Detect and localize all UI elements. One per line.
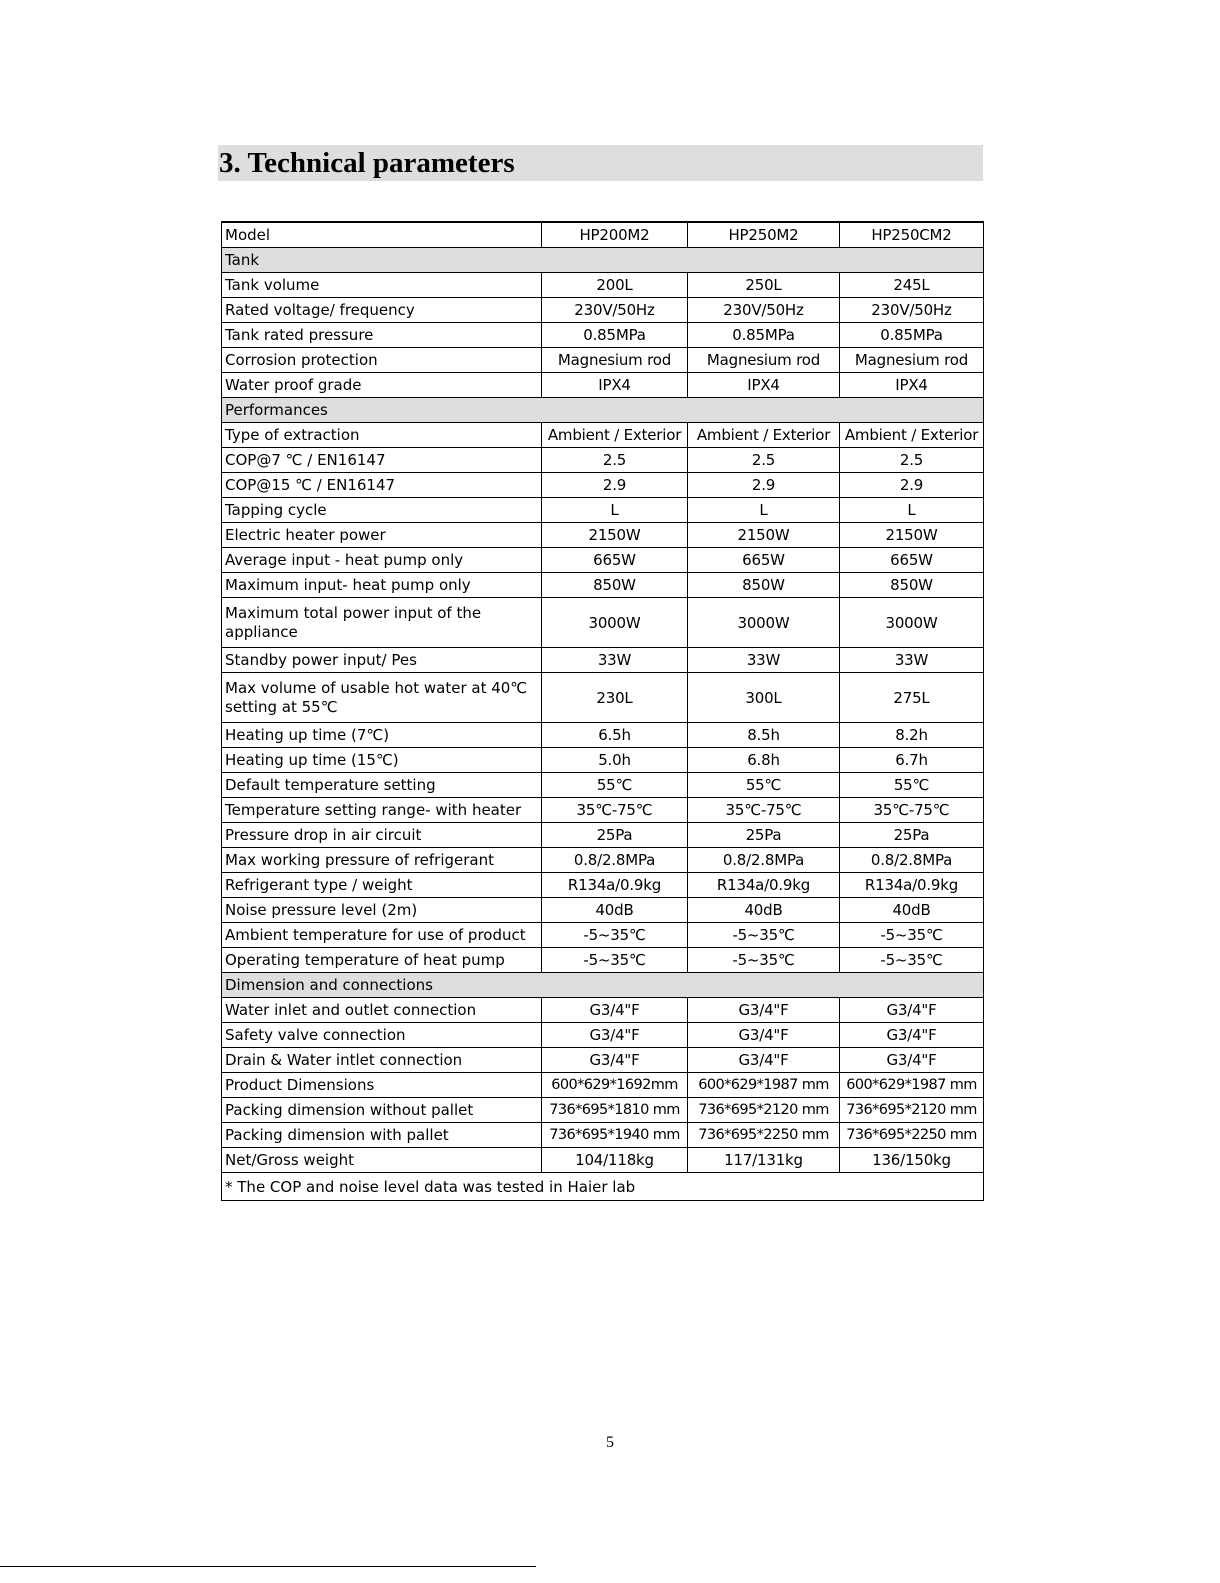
parameter-value: 40dB [840,898,984,923]
parameter-value: 8.5h [688,723,840,748]
table-row [222,348,984,373]
parameter-value: 2150W [840,523,984,548]
parameter-value: 33W [840,648,984,673]
table-row [222,1048,984,1073]
parameter-value: -5~35℃ [542,948,688,973]
table-row [222,798,984,823]
parameter-label: Heating up time (7℃) [222,723,542,748]
parameter-value: G3/4"F [688,1023,840,1048]
table-row [222,473,984,498]
table-row [222,773,984,798]
parameter-label: Packing dimension without pallet [222,1098,542,1123]
parameter-value: 25Pa [542,823,688,848]
parameter-value: 2.9 [840,473,984,498]
parameter-value: 600*629*1987 mm [840,1073,984,1098]
parameter-label: Max working pressure of refrigerant [222,848,542,873]
table-row [222,648,984,673]
parameter-value: 3000W [840,598,984,648]
table-row [222,848,984,873]
parameter-value: 0.8/2.8MPa [542,848,688,873]
parameter-value: 33W [688,648,840,673]
parameter-value: -5~35℃ [840,948,984,973]
parameter-value: 25Pa [688,823,840,848]
table-row [222,823,984,848]
parameter-label: Rated voltage/ frequency [222,298,542,323]
parameter-value: 600*629*1692mm [542,1073,688,1098]
header-cell-hp250m2: HP250M2 [688,222,840,248]
parameter-value: IPX4 [688,373,840,398]
footnote: * The COP and noise level data was tested in Haier lab [222,1173,984,1201]
parameter-value: 0.85MPa [688,323,840,348]
parameter-value: 250L [688,273,840,298]
parameter-value: 33W [542,648,688,673]
parameter-value: 3000W [542,598,688,648]
parameter-value: 2.5 [840,448,984,473]
table-row [222,573,984,598]
section-label: Tank [222,248,984,273]
parameter-value: L [542,498,688,523]
parameter-label: Net/Gross weight [222,1148,542,1173]
parameter-value: 230L [542,673,688,723]
parameter-label: Standby power input/ Pes [222,648,542,673]
parameter-value: Magnesium rod [542,348,688,373]
parameter-label: Water proof grade [222,373,542,398]
parameter-value: 736*695*2120 mm [688,1098,840,1123]
parameter-label: Temperature setting range- with heater [222,798,542,823]
parameter-label: Type of extraction [222,423,542,448]
parameter-label: Pressure drop in air circuit [222,823,542,848]
parameter-value: 2150W [688,523,840,548]
table-row [222,498,984,523]
parameter-value: 55℃ [688,773,840,798]
parameter-value: 35℃-75℃ [840,798,984,823]
parameter-value: 200L [542,273,688,298]
parameter-value: -5~35℃ [688,923,840,948]
parameter-label: Drain & Water intlet connection [222,1048,542,1073]
parameter-value: 600*629*1987 mm [688,1073,840,1098]
parameter-value: L [840,498,984,523]
parameter-label: Heating up time (15℃) [222,748,542,773]
section-label: Dimension and connections [222,973,984,998]
parameter-value: 850W [542,573,688,598]
section-row [222,398,984,423]
header-cell-hp250cm2: HP250CM2 [840,222,984,248]
parameter-label: Electric heater power [222,523,542,548]
parameter-value: G3/4"F [688,1048,840,1073]
parameter-value: 6.8h [688,748,840,773]
parameter-value: Ambient / Exterior [542,423,688,448]
table-row [222,373,984,398]
section-label: Performances [222,398,984,423]
parameter-value: 55℃ [840,773,984,798]
table-row [222,923,984,948]
parameter-label: Water inlet and outlet connection [222,998,542,1023]
table-row [222,948,984,973]
parameter-value: 300L [688,673,840,723]
technical-parameters-table [221,221,984,1201]
parameter-value: R134a/0.9kg [688,873,840,898]
table-row [222,448,984,473]
parameter-value: Magnesium rod [688,348,840,373]
parameter-value: 665W [840,548,984,573]
parameter-value: 40dB [688,898,840,923]
parameter-label: Operating temperature of heat pump [222,948,542,973]
parameter-value: IPX4 [542,373,688,398]
table-row [222,1098,984,1123]
parameter-value: 736*695*1940 mm [542,1123,688,1148]
table-row [222,1023,984,1048]
parameter-label: Noise pressure level (2m) [222,898,542,923]
table-row [222,523,984,548]
parameter-value: 2.9 [688,473,840,498]
parameter-value: -5~35℃ [542,923,688,948]
parameter-value: 736*695*2120 mm [840,1098,984,1123]
parameter-value: Magnesium rod [840,348,984,373]
table-row [222,273,984,298]
table-row [222,1148,984,1173]
parameter-label: COP@7 ℃ / EN16147 [222,448,542,473]
parameter-value: 736*695*2250 mm [688,1123,840,1148]
parameter-value: -5~35℃ [840,923,984,948]
parameter-value: IPX4 [840,373,984,398]
table-row [222,1123,984,1148]
parameter-value: G3/4"F [542,1023,688,1048]
parameter-value: 230V/50Hz [688,298,840,323]
parameter-value: 2.9 [542,473,688,498]
parameter-label: Default temperature setting [222,773,542,798]
parameter-label: Safety valve connection [222,1023,542,1048]
parameter-value: R134a/0.9kg [542,873,688,898]
table-row [222,548,984,573]
section-row [222,973,984,998]
parameter-label: Tapping cycle [222,498,542,523]
parameter-label: COP@15 ℃ / EN16147 [222,473,542,498]
parameter-value: 230V/50Hz [840,298,984,323]
parameter-label: Product Dimensions [222,1073,542,1098]
page-number: 5 [606,1434,614,1451]
section-row [222,248,984,273]
parameter-value: 850W [840,573,984,598]
parameter-value: 665W [688,548,840,573]
parameter-value: 40dB [542,898,688,923]
parameter-value: 0.8/2.8MPa [840,848,984,873]
parameter-label: Packing dimension with pallet [222,1123,542,1148]
parameter-value: 35℃-75℃ [542,798,688,823]
parameter-value: 3000W [688,598,840,648]
table-row [222,423,984,448]
parameter-value: 0.8/2.8MPa [688,848,840,873]
table-row [222,323,984,348]
parameter-value: 665W [542,548,688,573]
page-edge-line [0,1566,536,1567]
parameter-label: Refrigerant type / weight [222,873,542,898]
parameter-value: Ambient / Exterior [840,423,984,448]
section-title: 3. Technical parameters [219,147,515,179]
parameter-label: Tank volume [222,273,542,298]
table-row [222,998,984,1023]
header-cell-hp200m2: HP200M2 [542,222,688,248]
parameter-value: 245L [840,273,984,298]
parameter-value: L [688,498,840,523]
parameter-value: 55℃ [542,773,688,798]
parameter-value: 117/131kg [688,1148,840,1173]
parameter-value: G3/4"F [840,1048,984,1073]
parameter-value: 230V/50Hz [542,298,688,323]
parameter-value: 6.5h [542,723,688,748]
parameter-label: Tank rated pressure [222,323,542,348]
parameter-value: 736*695*2250 mm [840,1123,984,1148]
parameter-value: 0.85MPa [542,323,688,348]
parameter-value: 136/150kg [840,1148,984,1173]
table-row [222,598,984,648]
parameter-label: Average input - heat pump only [222,548,542,573]
table-row [222,673,984,723]
parameter-value: G3/4"F [542,998,688,1023]
parameter-value: 35℃-75℃ [688,798,840,823]
parameter-label: Corrosion protection [222,348,542,373]
table-row [222,298,984,323]
table-row [222,723,984,748]
parameter-value: G3/4"F [840,1023,984,1048]
parameter-value: 25Pa [840,823,984,848]
table-body [222,222,984,1201]
table-row [222,898,984,923]
parameter-value: R134a/0.9kg [840,873,984,898]
footnote-row [222,1173,984,1201]
parameter-value: G3/4"F [840,998,984,1023]
table-row [222,1073,984,1098]
parameter-value: 5.0h [542,748,688,773]
parameter-value: 736*695*1810 mm [542,1098,688,1123]
table-header-row [222,222,984,248]
parameter-value: G3/4"F [542,1048,688,1073]
parameter-value: G3/4"F [688,998,840,1023]
parameter-value: 2150W [542,523,688,548]
parameter-value: -5~35℃ [688,948,840,973]
parameter-value: 850W [688,573,840,598]
parameter-value: 6.7h [840,748,984,773]
header-cell-model: Model [222,222,542,248]
parameter-value: 8.2h [840,723,984,748]
table-row [222,873,984,898]
parameter-label: Maximum input- heat pump only [222,573,542,598]
section-heading [218,145,983,181]
parameter-value: 104/118kg [542,1148,688,1173]
parameter-value: 2.5 [542,448,688,473]
parameter-label: Max volume of usable hot water at 40℃ setting at 55℃ [222,673,542,723]
table-row [222,748,984,773]
parameter-label: Maximum total power input of the appliance [222,598,542,648]
parameter-value: Ambient / Exterior [688,423,840,448]
parameter-value: 275L [840,673,984,723]
parameter-value: 2.5 [688,448,840,473]
parameter-value: 0.85MPa [840,323,984,348]
parameter-label: Ambient temperature for use of product [222,923,542,948]
